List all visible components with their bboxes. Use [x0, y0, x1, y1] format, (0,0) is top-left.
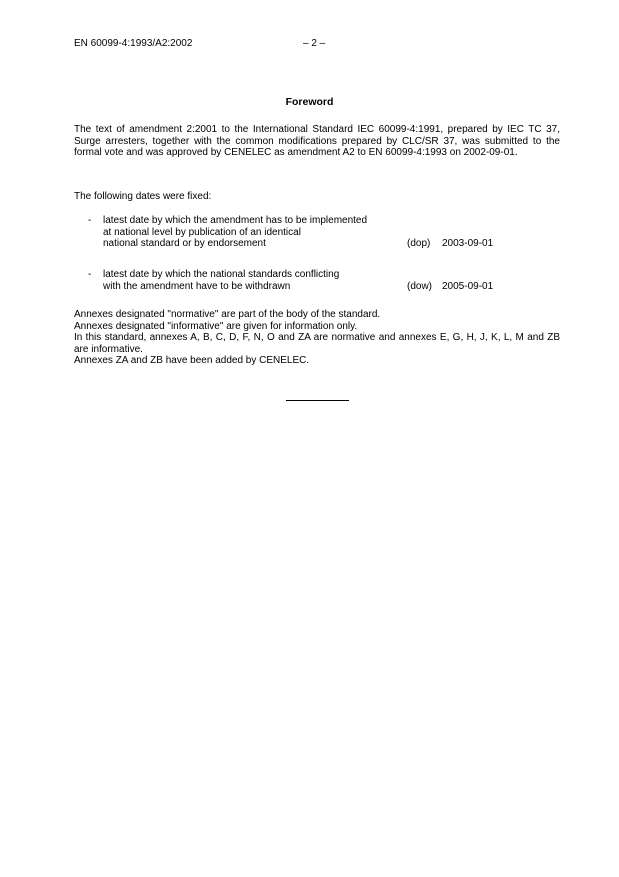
dash-bullet: - [88, 269, 92, 280]
description-line: latest date by which the amendment has to be implemented [103, 215, 368, 226]
annex-note: In this standard, annexes A, B, C, D, F, N, O and ZA are normative and annexes E, G, H, J, K, L, M and ZB are informative. [74, 332, 560, 355]
date-code: (dow) [407, 281, 433, 292]
description-line: national standard or by endorsement [103, 238, 266, 249]
dates-fixed-paragraph: The following dates were fixed: [74, 191, 212, 202]
description-line: with the amendment have to be withdrawn [103, 280, 291, 292]
date-item-description [103, 269, 423, 292]
end-divider [286, 400, 349, 401]
page-number: – 2 – [303, 38, 326, 49]
foreword-intro-paragraph: The text of amendment 2:2001 to the International Standard IEC 60099-4:1991, prepared by IEC TC 37, Surge arresters, together with the common modifications prepared by CLC/SR 37, was submitted to the formal vote and was approved by CENELEC as amendment A2 to EN 60099-4:1993 on 2002-09-01. [74, 124, 560, 158]
document-id: EN 60099-4:1993/A2:2002 [74, 38, 193, 49]
annex-note: Annexes ZA and ZB have been added by CENELEC. [74, 355, 310, 366]
annex-note: Annexes designated "normative" are part of the body of the standard. [74, 309, 381, 320]
annex-note: Annexes designated "informative" are given for information only. [74, 320, 358, 332]
annexes-notes [74, 309, 560, 367]
foreword-title: Foreword [285, 96, 334, 108]
date-code: (dop) [407, 238, 431, 249]
dash-bullet: - [88, 215, 92, 226]
date-value: 2005-09-01 [442, 281, 494, 292]
description-line: latest date by which the national standards conflicting [103, 269, 340, 280]
description-line: at national level by publication of an identical [103, 226, 301, 238]
date-value: 2003-09-01 [442, 238, 494, 249]
date-item-description [103, 215, 423, 250]
